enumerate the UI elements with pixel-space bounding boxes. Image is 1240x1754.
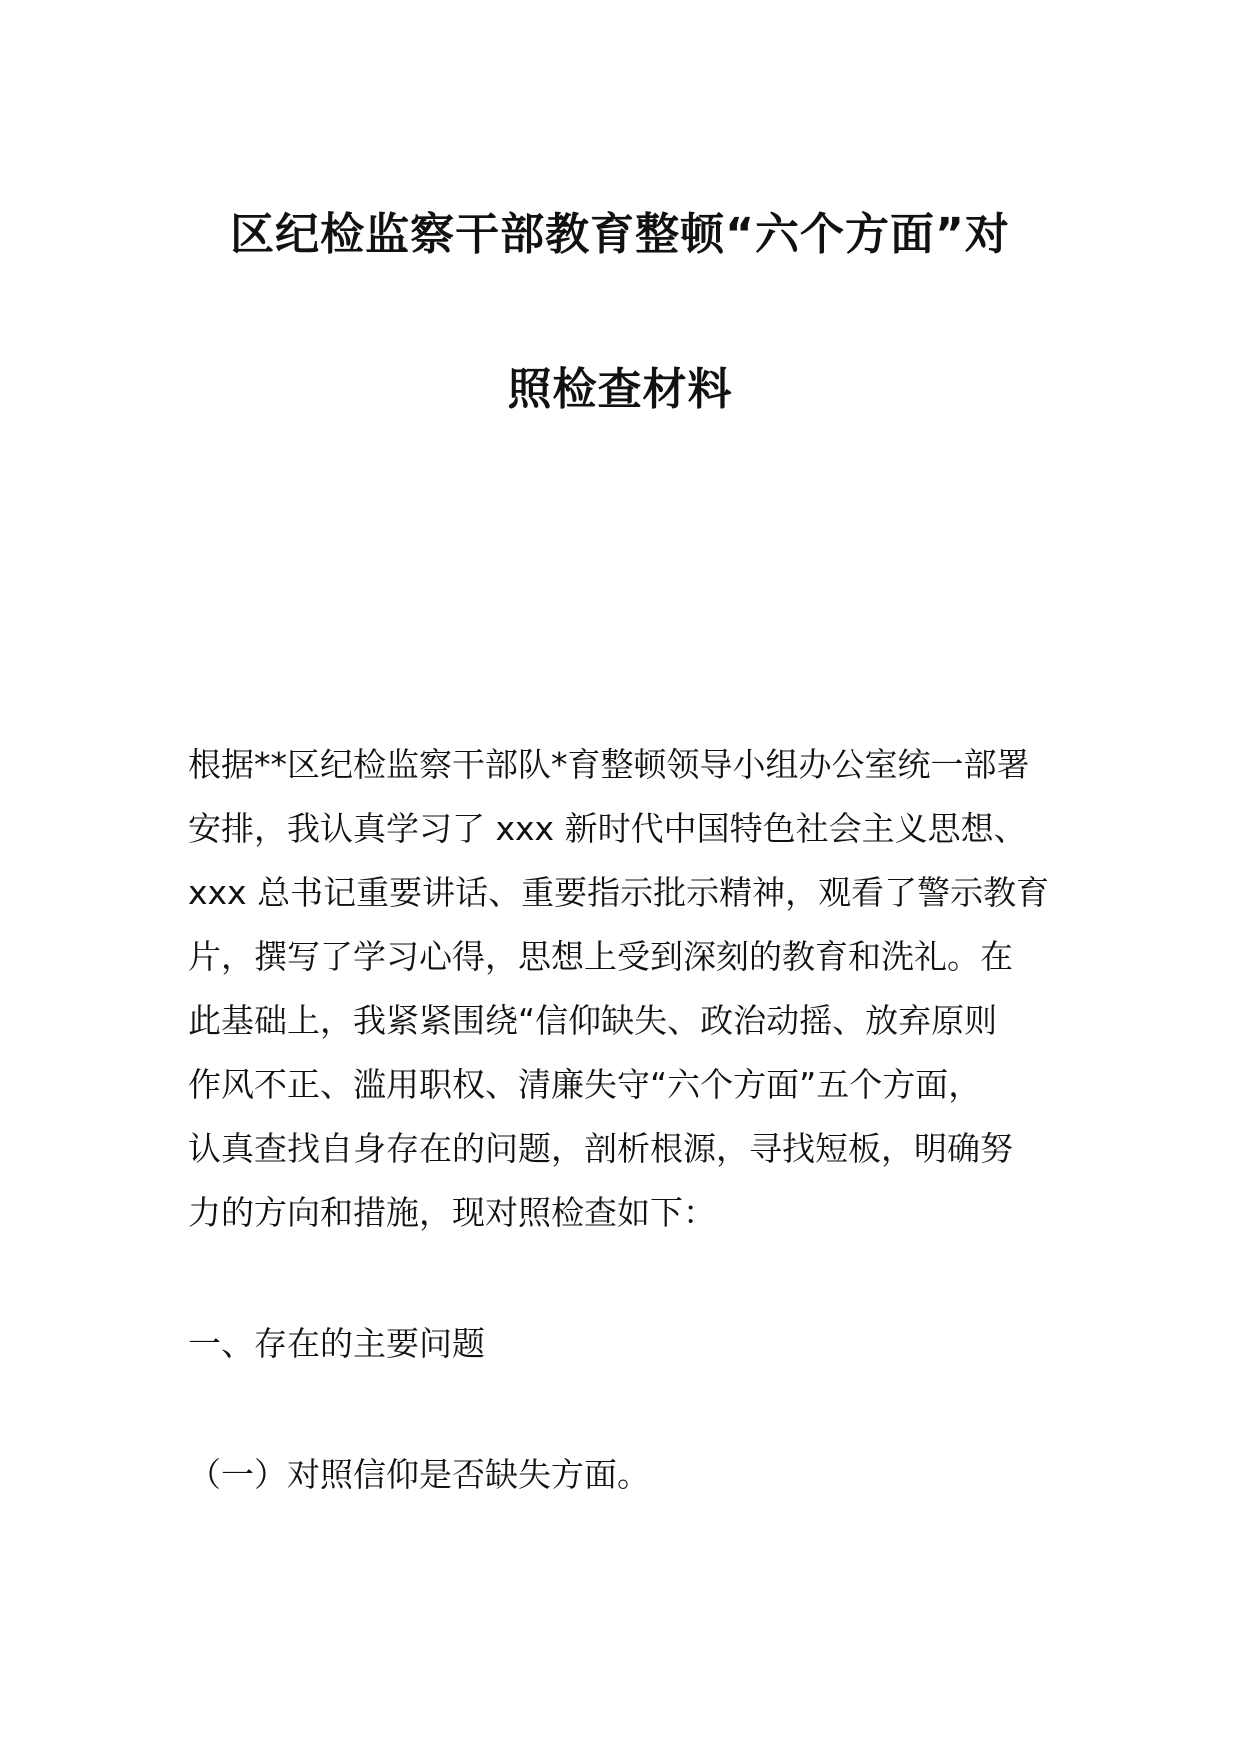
section-heading: 一、存在的主要问题 — [188, 1324, 485, 1363]
document-title-line-2: 照检查材料 — [507, 364, 733, 415]
intro-paragraph-line-6: 作风不正、滥用职权、清廉失守“六个方面”五个方面， — [188, 1065, 982, 1104]
intro-paragraph-line-7: 认真查找自身存在的问题，剖析根源，寻找短板，明确努 — [188, 1129, 1013, 1168]
intro-paragraph-line-8: 力的方向和措施，现对照检查如下： — [188, 1193, 716, 1232]
subsection-heading: （一）对照信仰是否缺失方面。 — [188, 1455, 650, 1494]
intro-paragraph-line-5: 此基础上，我紧紧围绕“信仰缺失、政治动摇、放弃原则 — [188, 1001, 998, 1040]
document-title-line-1: 区纪检监察干部教育整顿“六个方面”对 — [230, 209, 1010, 260]
intro-paragraph-line-3: xxx 总书记重要讲话、重要指示批示精神，观看了警示教育 — [188, 873, 1050, 912]
intro-paragraph-line-2: 安排，我认真学习了 xxx 新时代中国特色社会主义思想、 — [188, 809, 1027, 848]
intro-paragraph-line-4: 片，撰写了学习心得，思想上受到深刻的教育和洗礼。在 — [188, 937, 1013, 976]
intro-paragraph-line-1: 根据**区纪检监察干部队*育整顿领导小组办公室统一部署 — [188, 745, 1030, 784]
